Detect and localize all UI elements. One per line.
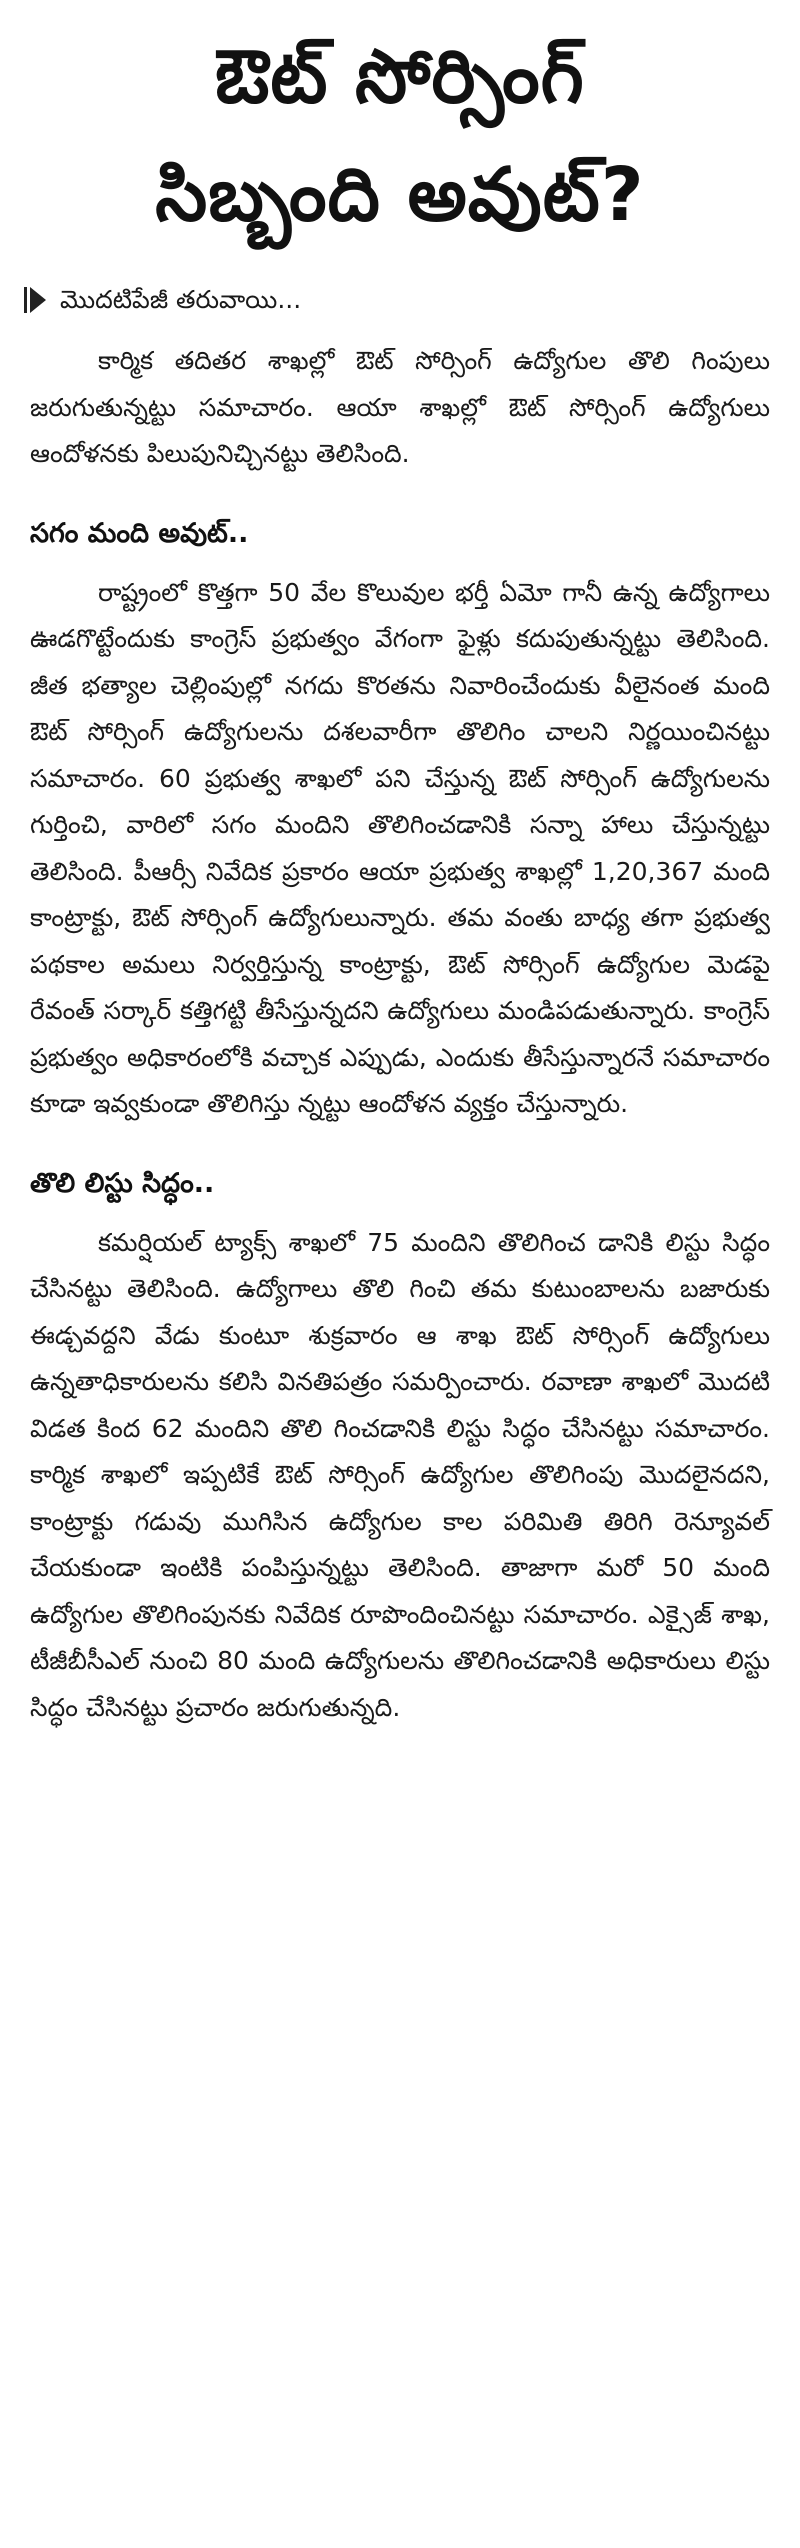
headline-line-2: సిబ్బంది అవుట్? [155,152,645,238]
play-arrow-icon [30,287,46,313]
section-paragraph-half-out: రాష్ట్రంలో కొత్తగా 50 వేల కొలువుల భర్తీ ఏమో గానీ ఉన్న ఉద్యోగాలు ఊడగొట్టేందుకు కాంగ్రెస్ ప్రభుత్వం వేగంగా ఫైళ్లు కదుపుతున్నట్టు తెలిసింది. జీత భత్యాల చెల్లింపుల్లో నగదు కొరతను నివారించేందుకు వీలైనంత మంది ఔట్ సోర్సింగ్ ఉద్యోగులను దశలవారీగా తొలిగిం చాలని నిర్ణయించినట్టు సమాచారం. 60 ప్రభుత్వ శాఖలో పని చేస్తున్న ఔట్ సోర్సింగ్ ఉద్యోగులను గుర్తించి, వారిలో సగం మందిని తొలిగించడానికి సన్నా హాలు చేస్తున్నట్టు తెలిసింది. పీఆర్సీ నివేదిక ప్రకారం ఆయా ప్రభుత్వ శాఖల్లో 1,20,367 మంది కాంట్రాక్టు, ఔట్ సోర్సింగ్ ఉద్యోగులున్నారు. తమ వంతు బాధ్య తగా ప్రభుత్వ పథకాల అమలు నిర్వర్తిస్తున్న కాంట్రాక్టు, ఔట్ సోర్సింగ్ ఉద్యోగుల మెడపై రేవంత్ సర్కార్ కత్తిగట్టి తీసేస్తున్నదని ఉద్యోగులు మండిపడుతున్నారు. కాంగ్రెస్ ప్రభుత్వం అధికారంలోకి వచ్చాక ఎప్పుడు, ఎందుకు తీసేస్తున్నారనే సమాచారం కూడా ఇవ్వకుండా తొలిగిస్తు న్నట్టు ఆందోళన వ్యక్తం చేస్తున్నారు. [30,577,770,1118]
intro-paragraph: కార్మిక తదితర శాఖల్లో ఔట్ సోర్సింగ్ ఉద్యోగుల తొలి గింపులు జరుగుతున్నట్టు సమాచారం. ఆయా శాఖల్లో ఔట్ సోర్సింగ్ ఉద్యోగులు ఆందోళనకు పిలుపునిచ్చినట్టు తెలిసింది. [30,346,770,468]
continued-from-front-page [30,280,770,320]
section-paragraph-first-list: కమర్షియల్ ట్యాక్స్ శాఖలో 75 మందిని తొలిగించ డానికి లిస్టు సిద్ధం చేసినట్టు తెలిసింది. ఉద్యోగాలు తొలి గించి తమ కుటుంబాలను బజారుకు ఈడ్చవద్దని వేడు కుంటూ శుక్రవారం ఆ శాఖ ఔట్ సోర్సింగ్ ఉద్యోగులు ఉన్నతాధికారులను కలిసి వినతిపత్రం సమర్పించారు. రవాణా శాఖలో మొదటి విడత కింద 62 మందిని తొలి గించడానికి లిస్టు సిద్ధం చేసినట్టు సమాచారం. కార్మిక శాఖలో ఇప్పటికే ఔట్ సోర్సింగ్ ఉద్యోగుల తొలిగింపు మొదలైనదని, కాంట్రాక్టు గడువు ముగిసిన ఉద్యోగుల కాల పరిమితి తిరిగి రెన్యూవల్ చేయకుండా ఇంటికి పంపిస్తున్నట్టు తెలిసింది. తాజాగా మరో 50 మంది ఉద్యోగుల తొలిగింపునకు నివేదిక రూపొందించినట్టు సమాచారం. ఎక్సైజ్ శాఖ, టీజీబీసీఎల్ నుంచి 80 మంది ఉద్యోగులను తొలిగించడానికి అధికారులు లిస్టు సిద్ధం చేసినట్టు ప్రచారం జరుగుతున్నది. [30,1227,770,1722]
continued-label: మొదటిపేజీ తరువాయి... [60,285,302,314]
section-heading-first-list: తొలి లిస్టు సిద్ధం.. [30,1167,215,1199]
section-heading-half-out: సగం మంది అవుట్.. [30,517,249,549]
headline [30,18,770,254]
headline-line-1: ఔట్ సోర్సింగ్ [215,34,585,120]
